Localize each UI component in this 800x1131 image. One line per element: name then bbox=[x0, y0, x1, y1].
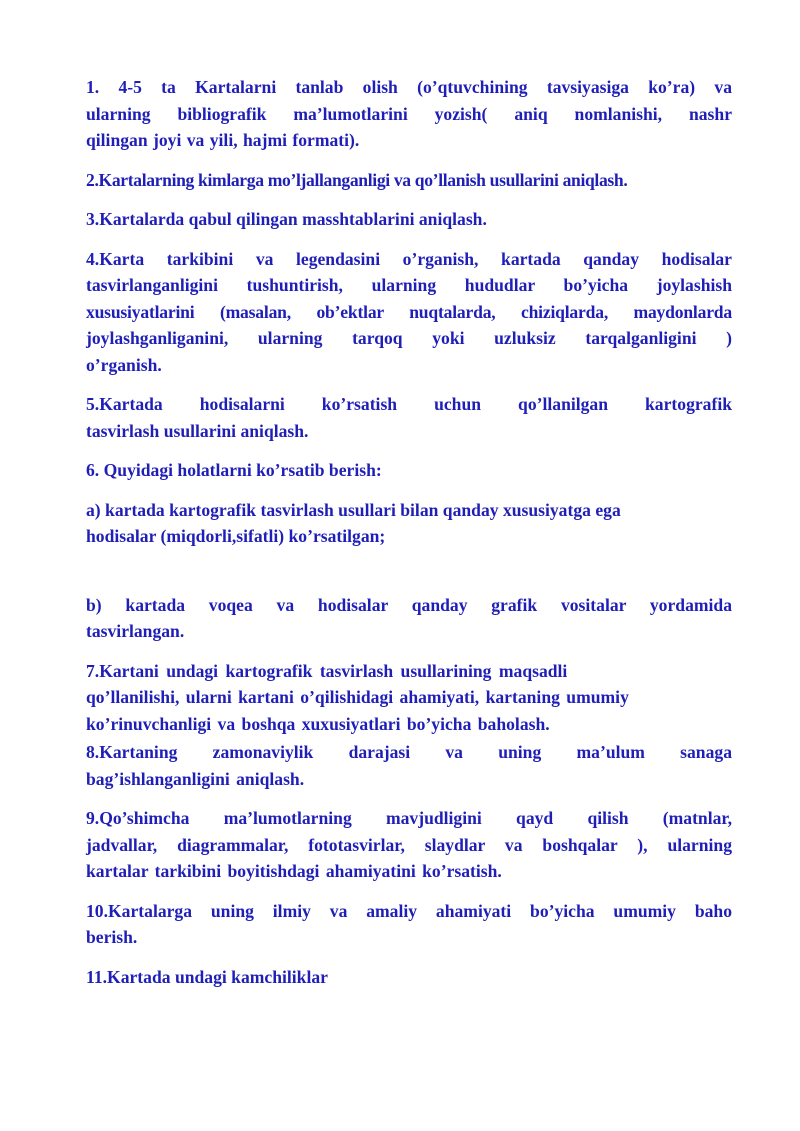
item-8-line-2: bag’ishlanganligini aniqlash. bbox=[86, 768, 305, 789]
item-4-line-2: tasvirlanganligini tushuntirish, ularning hududlar bo’yicha joylashish bbox=[86, 275, 732, 295]
item-6a-line-2: hodisalar (miqdorli,sifatli) ko’rsatilgan; bbox=[86, 526, 386, 546]
item-6-line-1: 6. Quyidagi holatlarni ko’rsatib berish: bbox=[86, 460, 382, 480]
item-6a-line-1: a) kartada kartografik tasvirlash usullari bilan qanday xususiyatga ega bbox=[86, 499, 621, 520]
item-10-line-1: 10.Kartalarga uning ilmiy va amaliy ahamiyati bo’yicha umumiy baho bbox=[86, 900, 732, 921]
item-4-line-5: o’rganish. bbox=[86, 354, 162, 375]
item-2 bbox=[86, 167, 732, 194]
item-6b-line-1: b) kartada voqea va hodisalar qanday grafik vositalar yordamida bbox=[86, 594, 732, 615]
item-6b-line-2: tasvirlangan. bbox=[86, 621, 185, 641]
item-9-line-2: jadvallar, diagrammalar, fototasvirlar, slaydlar va boshqalar ), ularning bbox=[86, 834, 732, 855]
item-2-line-1: 2.Kartalarning kimlarga mo’ljallanganligi va qo’llanish usullarini aniqlash. bbox=[86, 169, 628, 190]
item-9-line-3: kartalar tarkibini boyitishdagi ahamiyatini ko’rsatish. bbox=[86, 861, 502, 881]
item-10-line-2: berish. bbox=[86, 927, 138, 947]
item-9-line-1: 9.Qo’shimcha ma’lumotlarning mavjudligini qayd qilish (matnlar, bbox=[86, 808, 732, 828]
item-5 bbox=[86, 391, 732, 444]
item-7-line-3: ko’rinuvchanligi va boshqa xuxusiyatlari bo’yicha baholash. bbox=[86, 713, 550, 734]
item-3 bbox=[86, 206, 732, 233]
item-5-line-2: tasvirlash usullarini aniqlash. bbox=[86, 420, 309, 441]
item-9 bbox=[86, 805, 732, 885]
item-1-line-2: ularning bibliografik ma’lumotlarini yozish( aniq nomlanishi, nashr bbox=[86, 103, 732, 124]
item-7-line-1: 7.Kartani undagi kartografik tasvirlash usullarining maqsadli bbox=[86, 660, 568, 681]
item-1 bbox=[86, 74, 732, 154]
item-11-line-1: 11.Kartada undagi kamchiliklar bbox=[86, 966, 328, 987]
document-page bbox=[86, 74, 732, 990]
item-7-line-2: qo’llanilishi, ularni kartani o’qilishidagi ahamiyati, kartaning umumiy bbox=[86, 687, 629, 707]
item-7 bbox=[86, 658, 732, 738]
item-3-line-1: 3.Kartalarda qabul qilingan masshtablarini aniqlash. bbox=[86, 209, 487, 229]
item-10 bbox=[86, 898, 732, 951]
item-4 bbox=[86, 246, 732, 379]
item-6b bbox=[86, 592, 732, 645]
item-5-line-1: 5.Kartada hodisalarni ko’rsatish uchun qo’llanilgan kartografik bbox=[86, 394, 732, 414]
item-1-line-1: 1. 4-5 ta Kartalarni tanlab olish (o’qtuvchining tavsiyasiga ko’ra) va bbox=[86, 77, 732, 97]
item-1-line-3: qilingan joyi va yili, hajmi formati). bbox=[86, 130, 360, 150]
item-6a bbox=[86, 497, 732, 550]
item-8 bbox=[86, 739, 732, 792]
item-6 bbox=[86, 457, 732, 484]
item-4-line-3: xususiyatlarini (masalan, ob’ektlar nuqtalarda, chiziqlarda, maydonlarda bbox=[86, 301, 732, 322]
item-4-line-1: 4.Karta tarkibini va legendasini o’rganish, kartada qanday hodisalar bbox=[86, 248, 732, 269]
item-8-line-1: 8.Kartaning zamonaviylik darajasi va uning ma’ulum sanaga bbox=[86, 742, 732, 762]
item-4-line-4: joylashganliganini, ularning tarqoq yoki uzluksiz tarqalganligini ) bbox=[86, 328, 732, 348]
item-11 bbox=[86, 964, 732, 991]
